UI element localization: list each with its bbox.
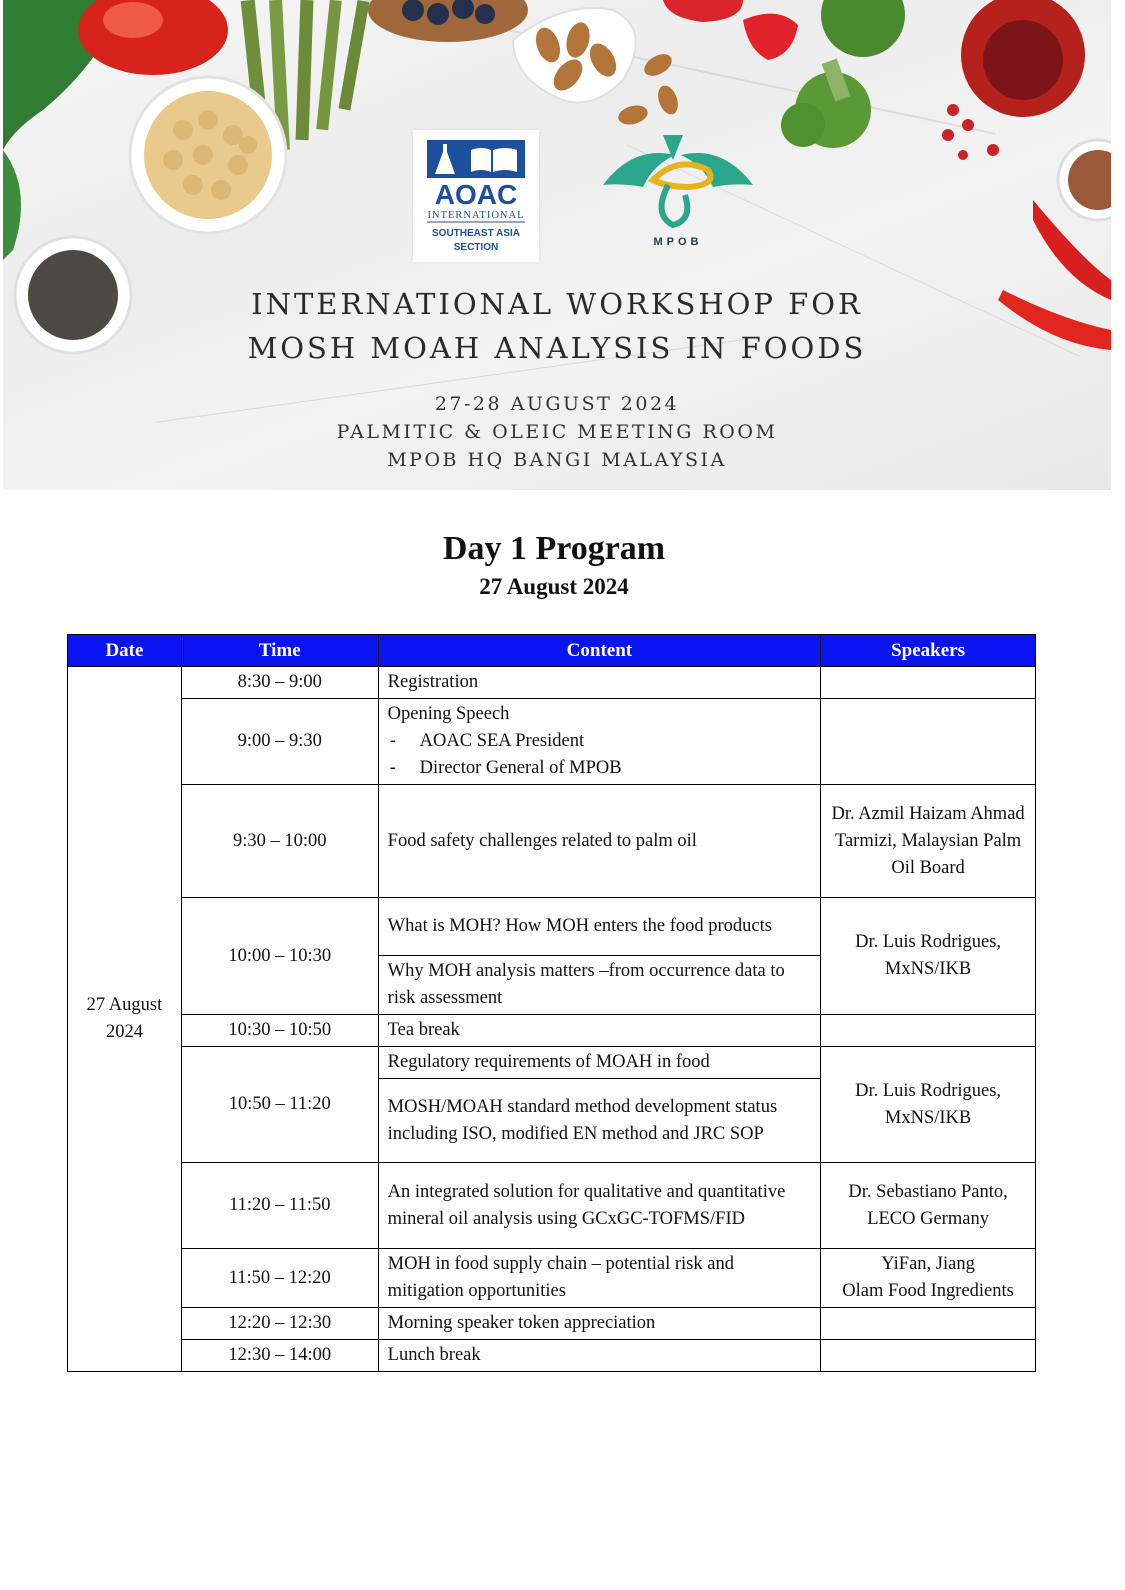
time-cell: 9:30 – 10:00 <box>181 785 378 898</box>
content-cell: Tea break <box>378 1015 820 1047</box>
speaker-cell <box>821 667 1036 699</box>
content-cell: Regulatory requirements of MOAH in food <box>378 1047 820 1079</box>
table-row <box>68 1015 1036 1047</box>
content-cell <box>378 699 820 785</box>
speaker-affiliation: Olam Food Ingredients <box>842 1281 1014 1301</box>
content-cell: MOH in food supply chain – potential risk and mitigation opportunities <box>378 1249 820 1308</box>
header-time: Time <box>181 635 378 667</box>
bullet-item: - Director General of MPOB <box>388 755 811 782</box>
table-row <box>68 667 1036 699</box>
time-cell: 12:30 – 14:00 <box>181 1340 378 1372</box>
time-cell: 9:00 – 9:30 <box>181 699 378 785</box>
date-cell-line2: 2024 <box>105 1022 143 1042</box>
mpob-logo <box>593 125 763 255</box>
speaker-cell: Dr. Azmil Haizam Ahmad Tarmizi, Malaysian Palm Oil Board <box>821 785 1036 898</box>
content-cell: Morning speaker token appreciation <box>378 1308 820 1340</box>
table-row <box>68 1249 1036 1308</box>
table-row <box>68 1047 1036 1079</box>
svg-text:SOUTHEAST ASIA: SOUTHEAST ASIA <box>432 228 520 239</box>
aoac-logo <box>413 130 539 262</box>
time-cell: 8:30 – 9:00 <box>181 667 378 699</box>
table-row <box>68 1340 1036 1372</box>
speaker-cell <box>821 1249 1036 1308</box>
banner-title-line1: INTERNATIONAL WORKSHOP FOR <box>251 287 863 321</box>
page-subtitle: 27 August 2024 <box>479 574 629 599</box>
speaker-name: YiFan, Jiang <box>881 1254 975 1274</box>
date-cell <box>68 667 182 1372</box>
header-speakers: Speakers <box>821 635 1036 667</box>
banner-date: 27-28 AUGUST 2024 <box>434 393 680 415</box>
header-date: Date <box>68 635 182 667</box>
speaker-cell: Dr. Luis Rodrigues, MxNS/IKB <box>821 1047 1036 1163</box>
content-cell: What is MOH? How MOH enters the food products <box>378 898 820 956</box>
time-cell: 12:20 – 12:30 <box>181 1308 378 1340</box>
svg-text:AOAC: AOAC <box>434 179 518 210</box>
time-cell: 10:50 – 11:20 <box>181 1047 378 1163</box>
banner-title-line2: MOSH MOAH ANALYSIS IN FOODS <box>247 331 867 365</box>
date-cell-line1: 27 August <box>86 995 163 1015</box>
content-cell: An integrated solution for qualitative and quantitative mineral oil analysis using GCxGC-TOFMS/FID <box>378 1163 820 1249</box>
content-cell: Why MOH analysis matters –from occurrence data to risk assessment <box>378 956 820 1015</box>
table-row <box>68 898 1036 956</box>
table-header-row <box>68 635 1036 667</box>
speaker-cell <box>821 1340 1036 1372</box>
svg-text:INTERNATIONAL: INTERNATIONAL <box>427 210 525 221</box>
time-cell: 11:20 – 11:50 <box>181 1163 378 1249</box>
content-cell: Registration <box>378 667 820 699</box>
time-cell: 10:00 – 10:30 <box>181 898 378 1015</box>
table-row <box>68 1163 1036 1249</box>
speaker-cell <box>821 1015 1036 1047</box>
speaker-cell <box>821 699 1036 785</box>
svg-text:SECTION: SECTION <box>453 242 499 253</box>
content-cell: Lunch break <box>378 1340 820 1372</box>
svg-text:MPOB: MPOB <box>653 236 703 248</box>
banner-venue-line2: MPOB HQ BANGI MALAYSIA <box>387 449 727 471</box>
page-title: Day 1 Program <box>442 530 666 567</box>
food-decoration-illustration <box>3 0 1111 490</box>
content-text: Opening Speech <box>387 704 510 724</box>
bullet-item: - AOAC SEA President <box>388 728 811 755</box>
workshop-banner <box>3 0 1111 490</box>
program-table <box>67 634 1036 1372</box>
speaker-cell: Dr. Luis Rodrigues, MxNS/IKB <box>821 898 1036 1015</box>
content-cell: Food safety challenges related to palm oil <box>378 785 820 898</box>
time-cell: 11:50 – 12:20 <box>181 1249 378 1308</box>
table-row <box>68 785 1036 898</box>
table-row <box>68 1308 1036 1340</box>
table-row <box>68 699 1036 785</box>
speaker-cell <box>821 1308 1036 1340</box>
time-cell: 10:30 – 10:50 <box>181 1015 378 1047</box>
banner-venue-line1: PALMITIC & OLEIC MEETING ROOM <box>336 421 778 443</box>
content-cell: MOSH/MOAH standard method development status including ISO, modified EN method and JRC SOP <box>378 1079 820 1163</box>
speaker-cell: Dr. Sebastiano Panto, LECO Germany <box>821 1163 1036 1249</box>
header-content: Content <box>378 635 820 667</box>
